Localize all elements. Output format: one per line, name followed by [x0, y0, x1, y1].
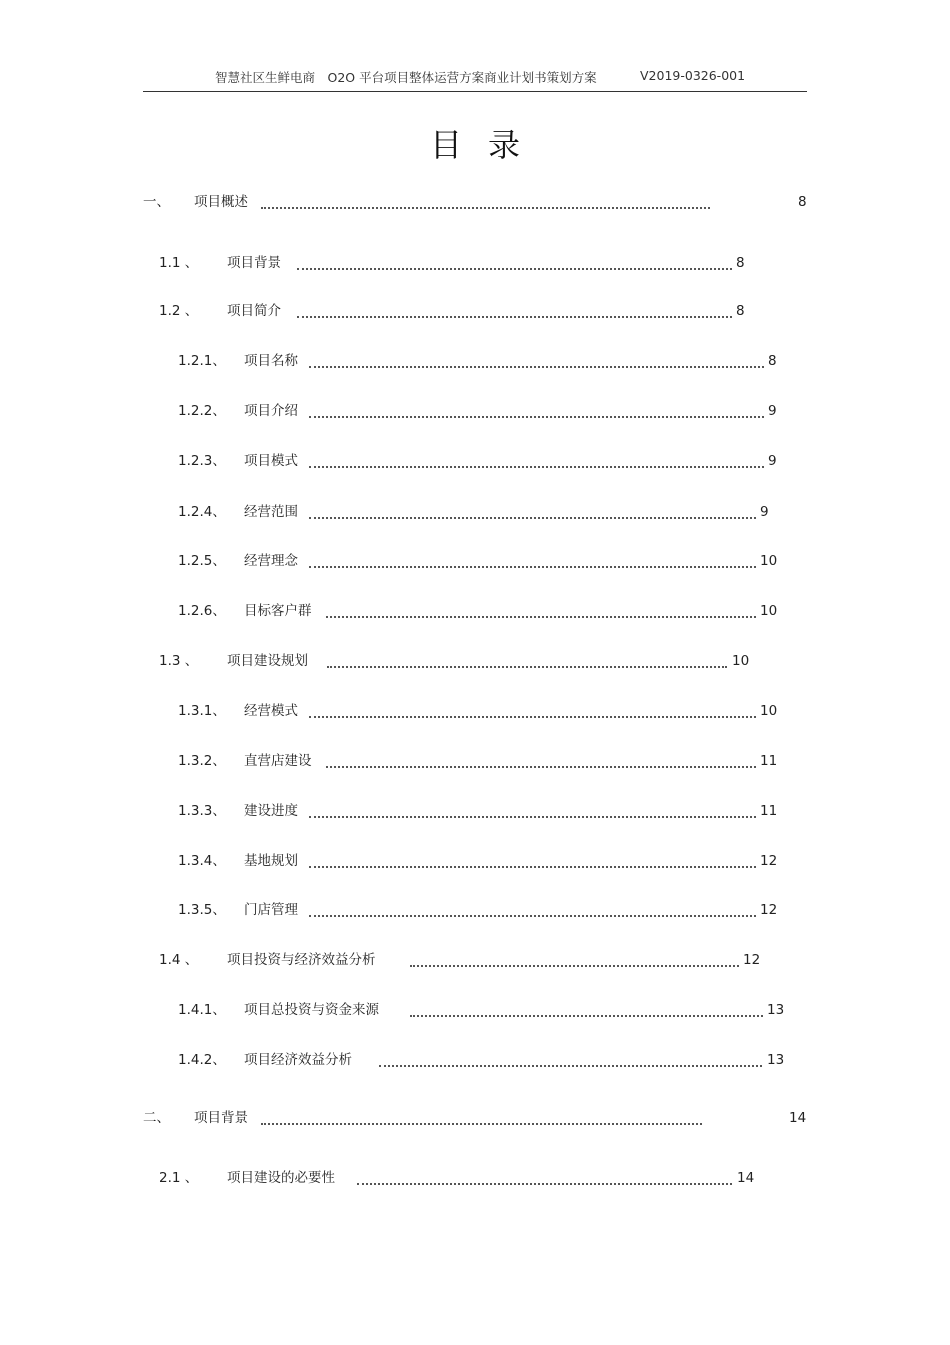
toc-entry[interactable] — [159, 651, 762, 671]
toc-entry-page-number: 13 — [767, 1052, 785, 1068]
toc-entry-page-number: 9 — [768, 453, 777, 469]
toc-dot-leader — [309, 515, 756, 519]
toc-entry-number: 二、 — [143, 1110, 170, 1126]
toc-dot-leader — [309, 714, 756, 718]
toc-entry-number: 1.4.2、 — [178, 1052, 226, 1068]
toc-dot-leader — [326, 764, 756, 768]
toc-entry-label: 项目建设规划 — [227, 653, 308, 669]
toc-entry[interactable] — [178, 1000, 797, 1020]
toc-entry-page-number: 9 — [768, 403, 777, 419]
toc-dot-leader — [309, 414, 764, 418]
toc-entry-number: 1.2.3、 — [178, 453, 226, 469]
toc-entry-label: 经营理念 — [244, 553, 298, 569]
toc-entry[interactable] — [178, 1050, 797, 1070]
toc-entry-number: 1.4 、 — [159, 952, 199, 968]
toc-dot-leader — [410, 963, 739, 967]
toc-entry-number: 1.4.1、 — [178, 1002, 226, 1018]
toc-dot-leader — [357, 1181, 732, 1185]
toc-entry[interactable] — [178, 701, 790, 721]
toc-entry[interactable] — [178, 801, 790, 821]
toc-entry-label: 项目名称 — [244, 353, 298, 369]
toc-entry-label: 项目总投资与资金来源 — [244, 1002, 379, 1018]
toc-dot-leader — [309, 364, 764, 368]
toc-dot-leader — [297, 314, 732, 318]
toc-entry[interactable] — [143, 1108, 819, 1128]
toc-entry-page-number: 11 — [760, 753, 778, 769]
toc-entry-label: 目标客户群 — [244, 603, 312, 619]
toc-entry-label: 项目经济效益分析 — [244, 1052, 352, 1068]
toc-entry-label: 基地规划 — [244, 853, 298, 869]
toc-entry-label: 项目模式 — [244, 453, 298, 469]
toc-entry-number: 1.2.2、 — [178, 403, 226, 419]
toc-entry-number: 1.3 、 — [159, 653, 199, 669]
toc-dot-leader — [309, 464, 764, 468]
toc-dot-leader — [326, 614, 756, 618]
toc-dot-leader — [261, 1121, 702, 1125]
toc-entry-number: 2.1 、 — [159, 1170, 199, 1186]
toc-dot-leader — [379, 1063, 762, 1067]
toc-entry[interactable] — [178, 401, 798, 421]
toc-entry-page-number: 8 — [736, 303, 745, 319]
document-title: 目录 — [429, 126, 546, 164]
toc-entry[interactable] — [178, 451, 798, 471]
toc-entry-label: 建设进度 — [244, 803, 298, 819]
toc-entry-page-number: 10 — [732, 653, 750, 669]
toc-entry-page-number: 12 — [743, 952, 761, 968]
toc-entry-number: 1.3.3、 — [178, 803, 226, 819]
toc-entry-number: 一、 — [143, 194, 170, 210]
toc-entry[interactable] — [178, 351, 798, 371]
toc-entry-page-number: 8 — [736, 255, 745, 271]
toc-entry[interactable] — [143, 192, 828, 212]
toc-entry-label: 经营范围 — [244, 504, 298, 520]
toc-entry[interactable] — [159, 253, 766, 273]
toc-entry-label: 项目介绍 — [244, 403, 298, 419]
toc-dot-leader — [297, 266, 732, 270]
toc-entry[interactable] — [178, 551, 790, 571]
toc-entry-number: 1.2.6、 — [178, 603, 226, 619]
header-version: V2019-0326-001 — [640, 68, 746, 83]
toc-entry-number: 1.3.4、 — [178, 853, 226, 869]
toc-entry-label: 项目概述 — [194, 194, 248, 210]
toc-entry[interactable] — [159, 301, 766, 321]
toc-entry-number: 1.2.4、 — [178, 504, 226, 520]
toc-dot-leader — [309, 564, 756, 568]
toc-entry-number: 1.3.1、 — [178, 703, 226, 719]
toc-dot-leader — [327, 664, 727, 668]
toc-entry[interactable] — [178, 601, 790, 621]
toc-entry-page-number: 8 — [798, 194, 807, 210]
toc-entry-label: 项目简介 — [227, 303, 281, 319]
toc-entry-number: 1.2.5、 — [178, 553, 226, 569]
toc-entry-label: 项目建设的必要性 — [227, 1170, 335, 1186]
page-header — [143, 67, 807, 92]
toc-entry[interactable] — [178, 851, 790, 871]
toc-entry-number: 1.3.2、 — [178, 753, 226, 769]
toc-entry-label: 项目背景 — [227, 255, 281, 271]
toc-entry-number: 1.1 、 — [159, 255, 199, 271]
toc-entry[interactable] — [159, 950, 773, 970]
toc-entry-page-number: 14 — [737, 1170, 755, 1186]
toc-entry-page-number: 10 — [760, 553, 778, 569]
toc-entry-page-number: 12 — [760, 902, 778, 918]
toc-entry-label: 直营店建设 — [244, 753, 312, 769]
toc-entry-label: 项目背景 — [194, 1110, 248, 1126]
toc-entry-page-number: 8 — [768, 353, 777, 369]
toc-entry-page-number: 12 — [760, 853, 778, 869]
toc-entry-number: 1.2 、 — [159, 303, 199, 319]
toc-entry-page-number: 9 — [760, 504, 769, 520]
toc-dot-leader — [261, 205, 710, 209]
toc-entry[interactable] — [178, 751, 790, 771]
toc-dot-leader — [309, 814, 756, 818]
toc-entry-label: 经营模式 — [244, 703, 298, 719]
toc-entry-label: 门店管理 — [244, 902, 298, 918]
toc-dot-leader — [309, 913, 756, 917]
toc-entry-page-number: 10 — [760, 603, 778, 619]
toc-entry-page-number: 10 — [760, 703, 778, 719]
toc-entry-number: 1.3.5、 — [178, 902, 226, 918]
toc-entry-number: 1.2.1、 — [178, 353, 226, 369]
toc-entry[interactable] — [178, 502, 790, 522]
toc-dot-leader — [410, 1013, 763, 1017]
toc-entry-page-number: 13 — [767, 1002, 785, 1018]
toc-entry-label: 项目投资与经济效益分析 — [227, 952, 376, 968]
header-title: 智慧社区生鲜电商 O2O 平台项目整体运营方案商业计划书策划方案 — [215, 70, 597, 85]
toc-entry[interactable] — [159, 1168, 767, 1188]
toc-entry-page-number: 14 — [789, 1110, 807, 1126]
toc-entry-page-number: 11 — [760, 803, 778, 819]
toc-dot-leader — [309, 864, 756, 868]
toc-entry[interactable] — [178, 900, 790, 920]
